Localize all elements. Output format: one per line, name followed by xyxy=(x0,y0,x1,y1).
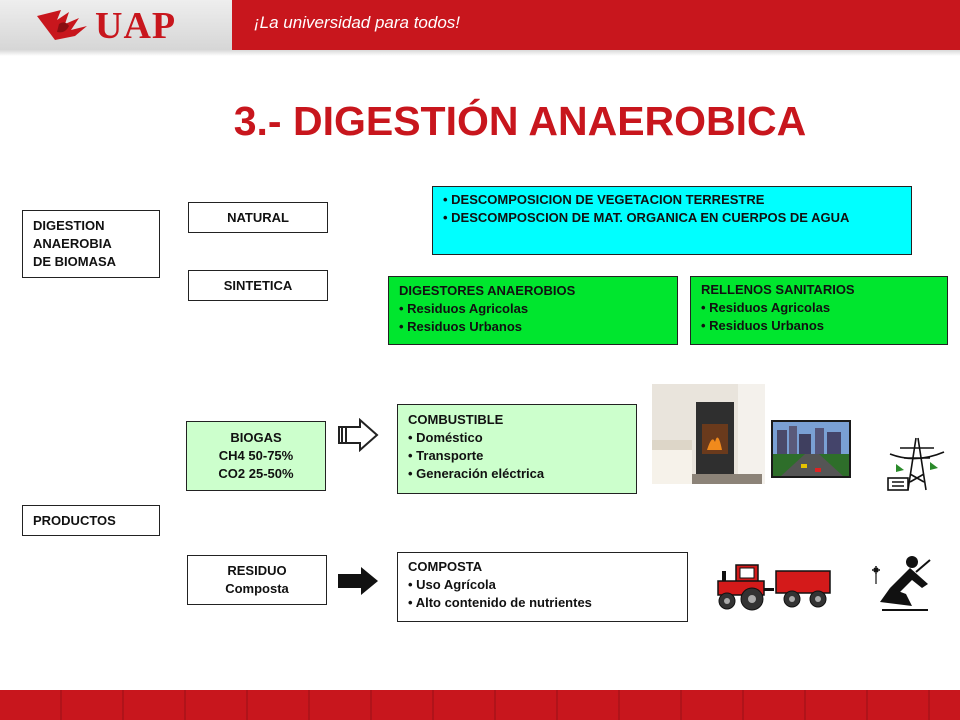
combustible-item: • Generación eléctrica xyxy=(408,466,545,481)
productos-box xyxy=(22,505,160,536)
logo-text: UAP xyxy=(95,5,177,47)
digestion-line-3: DE BIOMASA xyxy=(33,254,117,269)
residuo-line-1: RESIDUO xyxy=(227,563,287,578)
biogas-line-1: BIOGAS xyxy=(230,430,282,445)
composta-item: • Uso Agrícola xyxy=(408,577,496,592)
biogas-line-2: CH4 50-75% xyxy=(218,448,294,463)
combustible-box xyxy=(397,404,637,494)
rellenos-box xyxy=(690,276,948,345)
stove-photo-icon xyxy=(652,384,765,484)
power-tower-icon xyxy=(886,434,948,494)
combustible-item: • Transporte xyxy=(408,448,484,463)
city-traffic-icon xyxy=(771,420,851,478)
digestores-item: • Residuos Agricolas xyxy=(399,301,529,316)
sintetica-label: SINTETICA xyxy=(223,278,293,293)
rellenos-item: • Residuos Urbanos xyxy=(701,318,825,333)
digestores-item: • Residuos Urbanos xyxy=(399,319,523,334)
composta-item: • Alto contenido de nutrientes xyxy=(408,595,592,610)
natural-detail-box xyxy=(432,186,912,255)
digestion-line-1: DIGESTION xyxy=(33,218,105,233)
eagle-logo-icon xyxy=(35,6,93,44)
digestion-box xyxy=(22,210,160,278)
combustible-heading: COMBUSTIBLE xyxy=(408,412,504,427)
natural-box xyxy=(188,202,328,233)
digestores-box xyxy=(388,276,678,345)
outline-arrow-icon xyxy=(336,418,380,452)
header-shadow xyxy=(0,50,960,56)
composta-heading: COMPOSTA xyxy=(408,559,483,574)
productos-label: PRODUCTOS xyxy=(33,513,116,528)
combustible-item: • Doméstico xyxy=(408,430,483,445)
tractor-icon xyxy=(714,561,834,611)
tagline: ¡La universidad para todos! xyxy=(254,13,461,32)
natural-detail-item: • DESCOMPOSICION DE VEGETACION TERRESTRE xyxy=(443,192,765,207)
logo-area xyxy=(0,0,232,50)
footer-pattern xyxy=(0,690,960,720)
sintetica-box xyxy=(188,270,328,301)
composta-box xyxy=(397,552,688,622)
biogas-line-3: CO2 25-50% xyxy=(218,466,294,481)
digestion-line-2: ANAEROBIA xyxy=(33,236,112,251)
biogas-box xyxy=(186,421,326,491)
rellenos-heading: RELLENOS SANITARIOS xyxy=(701,282,855,297)
digestores-heading: DIGESTORES ANAEROBIOS xyxy=(399,283,576,298)
rellenos-item: • Residuos Agricolas xyxy=(701,300,831,315)
solid-arrow-icon xyxy=(336,566,380,596)
natural-label: NATURAL xyxy=(227,210,289,225)
residuo-line-2: Composta xyxy=(225,581,289,596)
residuo-box xyxy=(187,555,327,605)
natural-detail-item: • DESCOMPOSCION DE MAT. ORGANICA EN CUERPOS DE AGUA xyxy=(443,210,850,225)
gardener-icon xyxy=(872,554,934,612)
page-title: 3.- DIGESTIÓN ANAEROBICA xyxy=(233,98,807,144)
